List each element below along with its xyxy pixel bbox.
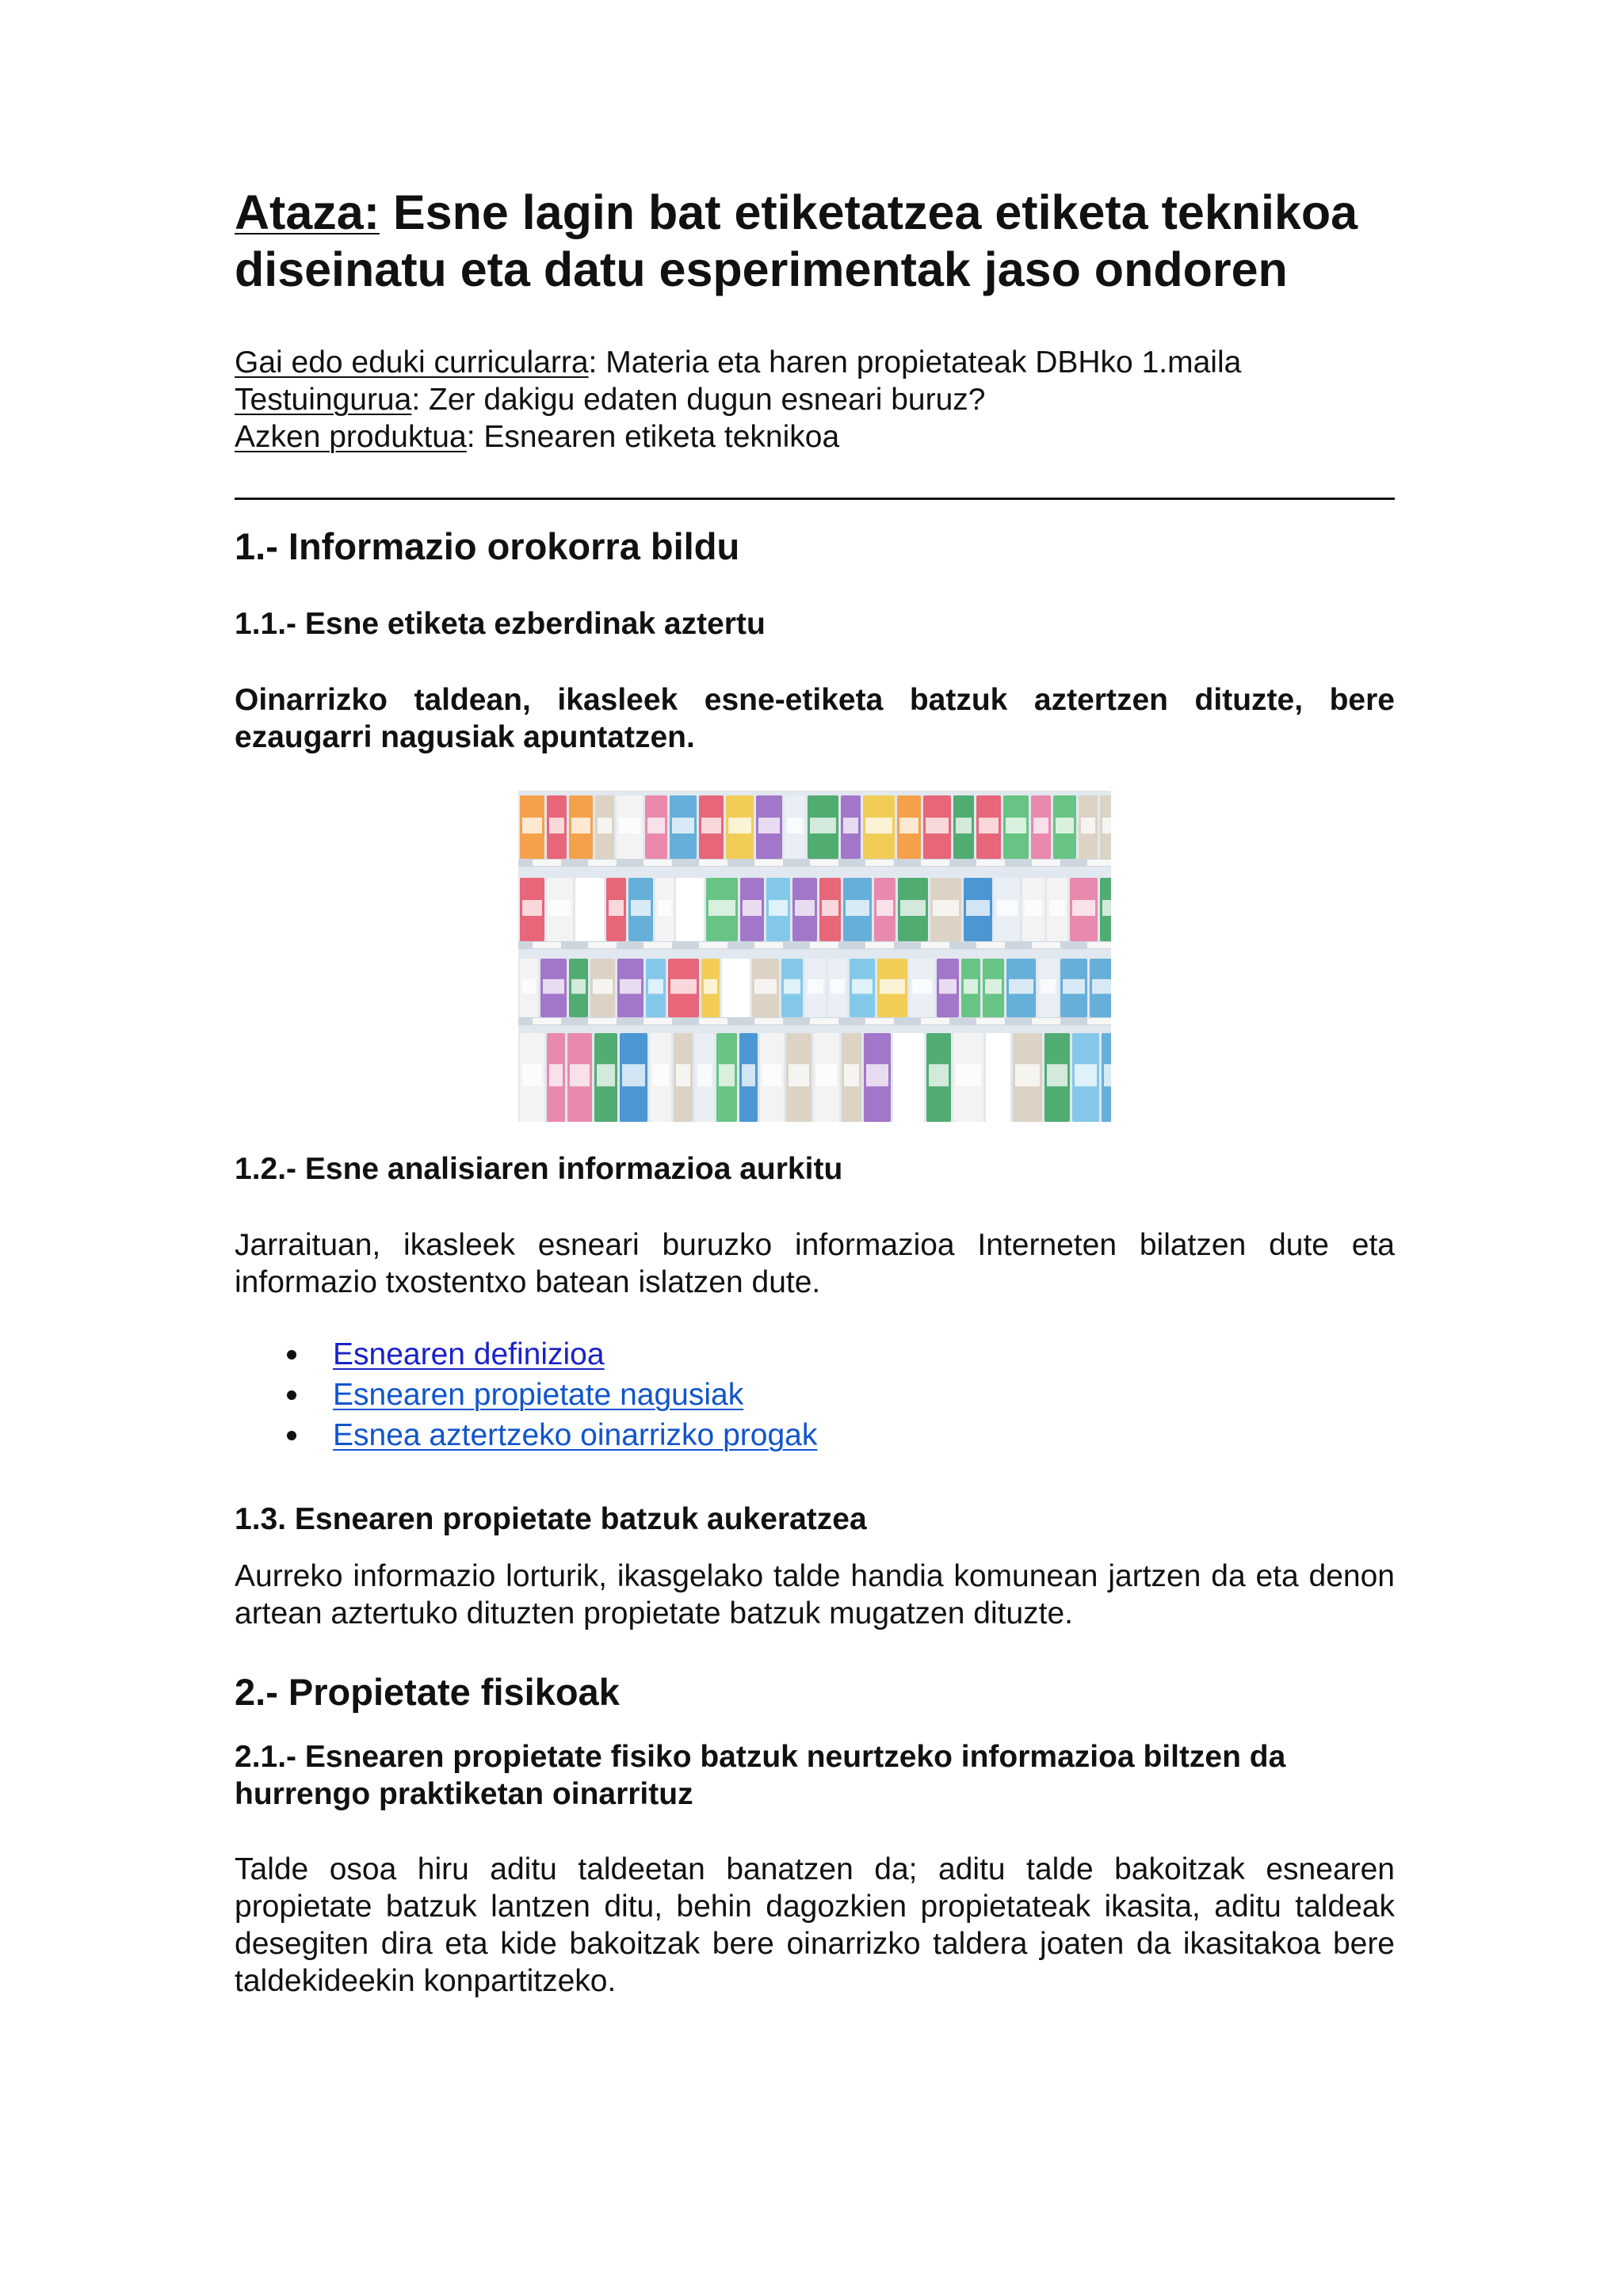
- link-esnearen-definizioa[interactable]: Esnearen definizioa: [333, 1337, 605, 1371]
- list-item: [235, 1375, 1395, 1415]
- section-2-heading: 2.- Propietate fisikoak: [235, 1671, 620, 1713]
- section-1-1-text: Oinarrizko taldean, ikasleek esne-etiketa batzuk aztertzen dituzte, bere ezaugarri nagusiak apuntatzen.: [235, 683, 1395, 754]
- meta-context: [235, 381, 1395, 418]
- section-1-2-heading: 1.2.- Esne analisiaren informazioa aurkitu: [235, 1152, 843, 1186]
- section-1-2-text: Jarraituan, ikasleek esneari buruzko informazioa Interneten bilatzen dute eta informazio txostentxo batean islatzen dute.: [235, 1228, 1395, 1299]
- meta-curriculum: [235, 344, 1395, 381]
- bullet-icon: [287, 1350, 296, 1360]
- milk-shelf-photo: [518, 791, 1111, 1122]
- meta-value: : Esnearen etiketa teknikoa: [466, 420, 840, 454]
- link-list: [235, 1334, 1395, 1455]
- milk-shelf-illustration: [518, 791, 1111, 1122]
- meta-label: Testuingurua: [235, 383, 412, 417]
- section-1-3-heading: 1.3. Esnearen propietate batzuk aukeratzea: [235, 1502, 867, 1536]
- section-2-1-heading: 2.1.- Esnearen propietate fisiko batzuk neurtzeko informazioa biltzen da hurrengo praktiketan oinarrituz: [235, 1740, 1286, 1811]
- link-esnearen-propietate-nagusiak[interactable]: Esnearen propietate nagusiak: [333, 1378, 744, 1412]
- page-title: [235, 184, 1395, 298]
- meta-block: [235, 344, 1395, 456]
- meta-label: Gai edo eduki curricularra: [235, 345, 589, 379]
- list-item: [235, 1415, 1395, 1455]
- meta-value: : Zer dakigu edaten dugun esneari buruz?: [411, 383, 986, 417]
- list-item: [235, 1334, 1395, 1375]
- horizontal-rule: [235, 498, 1395, 500]
- section-2-1-text: Talde osoa hiru aditu taldeetan banatzen da; aditu talde bakoitzak esnearen propietate batzuk lantzen ditu, behin dagozkien propietateak ikasita, aditu taldeak desegiten dira eta kide bakoitzak bere oinarrizko taldera joaten da ikasitakoa bere taldekideekin konpartitzeko.: [235, 1852, 1395, 1998]
- meta-label: Azken produktua: [235, 420, 467, 454]
- meta-value: : Materia eta haren propietateak DBHko 1.maila: [588, 345, 1242, 379]
- section-1-3-text: Aurreko informazio lorturik, ikasgelako talde handia komunean jartzen da eta denon artean aztertuko dituzten propietate batzuk mugatzen dituzte.: [235, 1559, 1395, 1630]
- meta-product: [235, 418, 1395, 456]
- bullet-icon: [287, 1431, 296, 1440]
- section-1-1-heading: 1.1.- Esne etiketa ezberdinak aztertu: [235, 607, 766, 641]
- bullet-icon: [287, 1390, 296, 1400]
- section-1-heading: 1.- Informazio orokorra bildu: [235, 525, 740, 567]
- title-prefix: Ataza:: [235, 185, 380, 239]
- link-esnea-aztertzeko-progak[interactable]: Esnea aztertzeko oinarrizko progak: [333, 1418, 818, 1452]
- title-text: Esne lagin bat etiketatzea etiketa teknikoa diseinatu eta datu esperimentak jaso ondoren: [235, 185, 1358, 296]
